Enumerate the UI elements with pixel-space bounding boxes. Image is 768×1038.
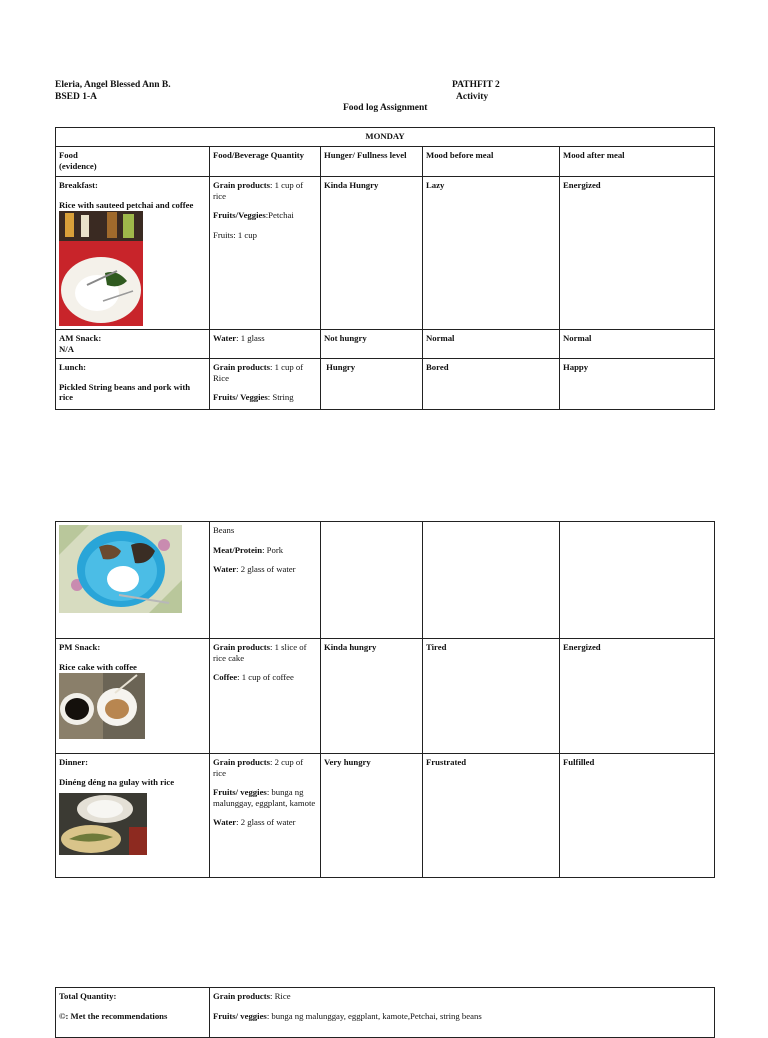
lunch-food-cell [56,359,210,410]
food-log-table-page-2 [55,521,715,878]
meal-label: AM Snack: [59,333,102,343]
col-header-hunger: Hunger/ Fullness level [321,147,423,177]
table-row-dinner [56,754,715,878]
table-row-am-snack [56,330,715,359]
total-label: Total Quantity: [59,991,117,1001]
table-row-breakfast [56,177,715,330]
food-log-table-page-1 [55,127,715,410]
pm-snack-mood-before: Tired [423,639,560,754]
table-row-pm-snack [56,639,715,754]
table-row-total [56,988,715,1038]
meal-label: Dinner: [59,757,88,767]
day-row [56,128,715,147]
meal-label: Breakfast: [59,180,98,190]
meal-label: PM Snack: [59,642,101,652]
breakfast-mood-after: Energized [560,177,715,330]
col-header-quantity: Food/Beverage Quantity [210,147,321,177]
total-label-cell [56,988,210,1038]
col-header-mood-before: Mood before meal [423,147,560,177]
breakfast-hunger: Kinda Hungry [321,177,423,330]
dish-name: Rice with sauteed petchai and coffee [59,199,194,210]
course-info [452,79,500,103]
dinner-hunger: Very hungry [321,754,423,878]
student-section: BSED 1-A [55,92,97,102]
pm-snack-food-cell [56,639,210,754]
dish-name: N/A [59,343,74,354]
pm-snack-mood-after: Energized [560,639,715,754]
header-row [56,147,715,177]
student-name: Eleria, Angel Blessed Ann B. [55,80,171,90]
lunch-quantity-cell: Grain products: 1 cup of Rice Fruits/ Veggies: String [210,359,321,410]
dinner-photo [59,793,147,855]
dinner-mood-after: Fulfilled [560,754,715,878]
lunch-photo-cell [56,522,210,639]
pm-snack-quantity-cell: Grain products: 1 slice of rice cake Coffee: 1 cup of coffee [210,639,321,754]
dinner-food-cell [56,754,210,878]
am-snack-mood-before: Normal [423,330,560,359]
total-quantity-cell: Grain products: Rice Fruits/ veggies: bunga ng malunggay, eggplant, kamote,Petchai, string beans [210,988,715,1038]
table-row-lunch-continued [56,522,715,639]
lunch-mood-after: Happy [560,359,715,410]
lunch-photo [59,525,182,613]
dish-name: Pickled String beans and pork with rice [59,381,191,402]
am-snack-mood-after: Normal [560,330,715,359]
dish-name: Dinéng déng na gulay with rice [59,776,175,787]
breakfast-food-cell [56,177,210,330]
am-snack-quantity-cell: Water: 1 glass [210,330,321,359]
document-title: Food log Assignment [343,103,428,113]
lunch-hunger: Hungry [321,359,423,410]
breakfast-mood-before: Lazy [423,177,560,330]
course-name: PATHFIT 2 [452,80,500,90]
meal-label: Lunch: [59,362,87,372]
lunch-mood-before-continued [423,522,560,639]
am-snack-food-cell [56,330,210,359]
breakfast-quantity-cell: Grain products: 1 cup of rice Fruits/Veggies:Petchai Fruits: 1 cup [210,177,321,330]
col-header-mood-after: Mood after meal [560,147,715,177]
food-log-table-page-3 [55,987,715,1038]
dinner-quantity-cell: Grain products: 2 cup of rice Fruits/ veggies: bunga ng malunggay, eggplant, kamote Water: 2 glass of water [210,754,321,878]
pm-snack-photo [59,673,145,739]
table-row-lunch [56,359,715,410]
am-snack-hunger: Not hungry [321,330,423,359]
total-note: ©: Met the recommendations [59,1010,168,1021]
day-heading: MONDAY [56,128,715,147]
lunch-hunger-continued [321,522,423,639]
lunch-quantity-cell-continued: Beans Meat/Protein: Pork Water: 2 glass of water [210,522,321,639]
col-header-food: Food (evidence) [56,147,210,177]
pm-snack-hunger: Kinda hungry [321,639,423,754]
breakfast-photo [59,211,143,326]
dish-name: Rice cake with coffee [59,661,137,672]
dinner-mood-before: Frustrated [423,754,560,878]
lunch-mood-after-continued [560,522,715,639]
student-info [55,79,171,103]
lunch-mood-before: Bored [423,359,560,410]
activity-label: Activity [456,92,489,102]
